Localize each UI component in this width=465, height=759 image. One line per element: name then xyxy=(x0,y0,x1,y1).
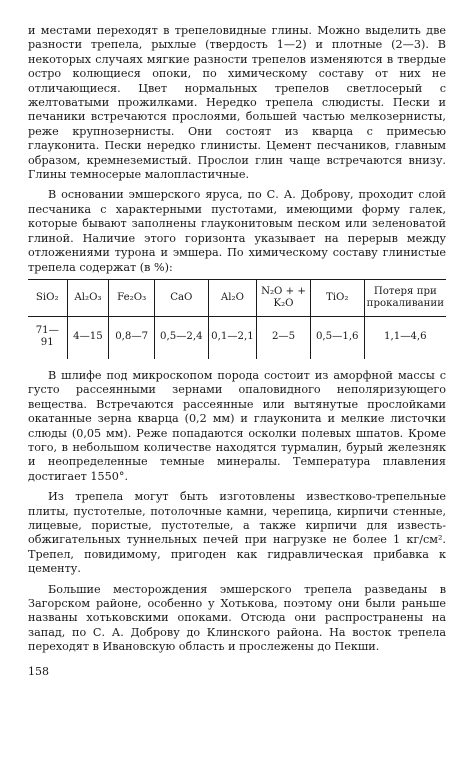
table-cell: 4—15 xyxy=(67,316,109,359)
table-header-cell: Потеря при прокаливании xyxy=(364,279,446,316)
table-cell: 1,1—4,6 xyxy=(364,316,446,359)
paragraph-thin-section: В шлифе под микроскопом порода состоит из аморфной массы с густо рассеянными зернами опаловидного неполяризующего вещества. Встречаются рассеянные или вытянутые прослойками окатанные зерна кварца (0,2 мм) и глауконита и мелкие листочки слюды (0,05 мм). Реже попадаются осколки полевых шпатов. Кроме того, в небольшом количестве находятся турмалин, бурый железняк и неопределенные темные минералы. Температура плавления достигает 1550°. xyxy=(28,368,446,483)
document-page xyxy=(28,24,446,678)
table-cell: 71—91 xyxy=(28,316,67,359)
table-cell: 0,5—1,6 xyxy=(310,316,364,359)
table-header-cell: N₂O + + K₂O xyxy=(257,279,311,316)
paragraph-trepel-varieties: и местами переходят в трепеловидные глины. Можно выделить две разности трепела, рыхлые (твердость 1—2) и плотные (2—3). В некоторых случаях мягкие разности трепелов изменяются в твердые остро колющиеся опоки, по химическому составу от них не отличающиеся. Цвет нормальных трепелов светлосерый с желтоватыми прожилками. Нередко трепела слюдисты. Пески и печаники встречаются прослоями, большей частью мелкозернисты, реже крупнозернисты. Они состоят из кварца с примесью глауконита. Пески нередко глинисты. Цемент песчаников, главным образом, кремнеземистый. Прослои глин чаще встречаются внизу. Глины темносерые малопластичные. xyxy=(28,24,446,182)
page-number: 158 xyxy=(28,664,49,678)
table-cell: 2—5 xyxy=(257,316,311,359)
paragraph-deposits: Большие месторождения эмшерского трепела разведаны в Загорском районе, особенно у Хотькова, поэтому они были раньше названы хотьковскими опоками. Отсюда они распространены на запад, по С. А. Доброву до Клинского района. На восток трепела переходят в Ивановскую область и прослежены до Пекши. xyxy=(28,582,446,654)
table-cell: 0,1—2,1 xyxy=(208,316,257,359)
chemical-composition-table xyxy=(28,279,446,359)
table-header-cell: CaO xyxy=(154,279,208,316)
table-header-cell: TiO₂ xyxy=(310,279,364,316)
table-row xyxy=(28,316,446,359)
table-header-row xyxy=(28,279,446,316)
table-cell: 0,8—7 xyxy=(109,316,155,359)
table-header-cell: Al₂O₃ xyxy=(67,279,109,316)
table-cell: 0,5—2,4 xyxy=(154,316,208,359)
table-header-cell: Fe₂O₃ xyxy=(109,279,155,316)
table-header-cell: Al₂O xyxy=(208,279,257,316)
paragraph-products: Из трепела могут быть изготовлены известково-трепельные плиты, пустотелые, потолочные камни, черепица, кирпичи стенные, лицевые, пористые, пустотелые, а также кирпичи для известь-обжигательных туннельных печей при нагрузке не более 1 кг/см². Трепел, повидимому, пригоден как гидравлическая прибавка к цементу. xyxy=(28,490,446,576)
table-header-cell: SiO₂ xyxy=(28,279,67,316)
paragraph-emscher-base: В основании эмшерского яруса, по С. А. Доброву, проходит слой песчаника с характерными пустотами, имеющими форму галек, которые бывают заполнены глауконитовым песком или зеленоватой глиной. Наличие этого горизонта указывает на перерыв между отложениями турона и эмшера. По химическому составу глинистые трепела содержат (в %): xyxy=(28,188,446,274)
